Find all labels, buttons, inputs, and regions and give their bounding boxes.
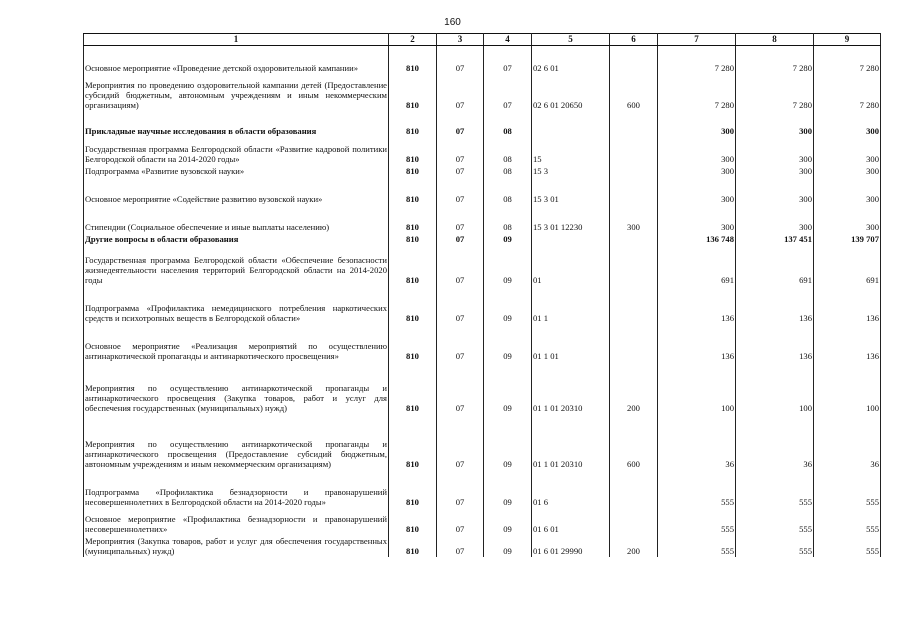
- cell-expense-type: [610, 245, 658, 286]
- cell-target-article: 15: [532, 137, 610, 165]
- cell-section: 07: [437, 46, 484, 74]
- row-name: Основное мероприятие «Реализация мероприятий по осуществлению антинаркотической пропаганды и антинаркотического просвещения»: [84, 324, 389, 362]
- cell-target-article: 01 6 01 29990: [532, 535, 610, 557]
- cell-expense-type: [610, 508, 658, 535]
- cell-amount-year3: 7 280: [814, 74, 881, 111]
- row-name: Мероприятия (Закупка товаров, работ и услуг для обеспечения государственных (муниципальных) нужд): [85, 536, 387, 557]
- cell-section: 07: [437, 362, 484, 414]
- cell-amount-year3: 300: [814, 177, 881, 205]
- table-row: [84, 245, 881, 286]
- cell-subsection: 07: [484, 74, 532, 111]
- cell-amount-year1: 7 280: [658, 74, 736, 111]
- cell-amount-year2: 136: [736, 286, 814, 324]
- row-name: Государственная программа Белгородской области «Развитие кадровой политики Белгородской области на 2014-2020 годы»: [84, 137, 389, 165]
- table-row: [84, 535, 881, 557]
- table-row: [84, 233, 881, 245]
- cell-amount-year3: 36: [814, 414, 881, 470]
- cell-amount-year3: 300: [814, 165, 881, 177]
- cell-amount-year2: 300: [736, 137, 814, 165]
- cell-amount-year3: 555: [814, 535, 881, 557]
- cell-amount-year2: 300: [736, 177, 814, 205]
- cell-amount-year1: 691: [658, 245, 736, 286]
- row-name: Прикладные научные исследования в области образования: [84, 111, 389, 137]
- cell-subsection: 09: [484, 233, 532, 245]
- cell-amount-year3: 136: [814, 286, 881, 324]
- cell-section: 07: [437, 245, 484, 286]
- row-name: Мероприятия по проведению оздоровительной кампании детей (Предоставление субсидий бюджетным, автономным учреждениям и иным некоммерческим организациям): [84, 74, 389, 111]
- cell-ministry-code: 810: [389, 324, 437, 362]
- row-name: Подпрограмма «Профилактика немедицинского потребления наркотических средств и психотропных веществ в Белгородской области»: [84, 286, 389, 324]
- cell-amount-year2: 555: [736, 470, 814, 508]
- cell-section: 07: [437, 165, 484, 177]
- cell-expense-type: [610, 470, 658, 508]
- cell-section: 07: [437, 233, 484, 245]
- cell-expense-type: [610, 286, 658, 324]
- cell-amount-year3: 136: [814, 324, 881, 362]
- col-header-5: 5: [532, 34, 610, 46]
- cell-amount-year1: 36: [658, 414, 736, 470]
- table-row: [84, 286, 881, 324]
- cell-amount-year1: 555: [658, 508, 736, 535]
- cell-ministry-code: 810: [389, 245, 437, 286]
- cell-target-article: 01 6: [532, 470, 610, 508]
- cell-expense-type: [610, 137, 658, 165]
- cell-target-article: 01 1 01 20310: [532, 362, 610, 414]
- cell-subsection: 09: [484, 362, 532, 414]
- cell-target-article: 01: [532, 245, 610, 286]
- cell-amount-year2: 7 280: [736, 46, 814, 74]
- cell-target-article: [532, 233, 610, 245]
- cell-target-article: 02 6 01: [532, 46, 610, 74]
- table-row: [84, 470, 881, 508]
- row-name: Мероприятия по осуществлению антинаркотической пропаганды и антинаркотического просвещения (Закупка товаров, работ и услуг для обеспечения государственных (муниципальных) нужд): [84, 362, 389, 414]
- row-name: Другие вопросы в области образования: [84, 233, 389, 245]
- cell-expense-type: [610, 324, 658, 362]
- row-name: Стипендии (Социальное обеспечение и иные выплаты населению): [84, 205, 389, 233]
- cell-section: 07: [437, 535, 484, 557]
- header-row: [84, 34, 881, 46]
- col-header-1: 1: [84, 34, 389, 46]
- cell-ministry-code: 810: [389, 508, 437, 535]
- cell-target-article: 02 6 01 20650: [532, 74, 610, 111]
- cell-subsection: 08: [484, 165, 532, 177]
- cell-expense-type: 600: [610, 74, 658, 111]
- col-header-3: 3: [437, 34, 484, 46]
- cell-expense-type: [610, 165, 658, 177]
- cell-amount-year2: 300: [736, 165, 814, 177]
- cell-amount-year2: 137 451: [736, 233, 814, 245]
- cell-amount-year2: 136: [736, 324, 814, 362]
- cell-subsection: 08: [484, 177, 532, 205]
- table-row: [84, 414, 881, 470]
- cell-subsection: 08: [484, 205, 532, 233]
- cell-amount-year1: 136 748: [658, 233, 736, 245]
- col-header-2: 2: [389, 34, 437, 46]
- cell-ministry-code: 810: [389, 535, 437, 557]
- cell-amount-year2: 36: [736, 414, 814, 470]
- cell-section: 07: [437, 470, 484, 508]
- cell-subsection: 09: [484, 470, 532, 508]
- cell-ministry-code: 810: [389, 233, 437, 245]
- cell-subsection: 09: [484, 324, 532, 362]
- table-row: [84, 205, 881, 233]
- cell-amount-year2: 300: [736, 205, 814, 233]
- col-header-4: 4: [484, 34, 532, 46]
- cell-amount-year2: 691: [736, 245, 814, 286]
- cell-section: 07: [437, 177, 484, 205]
- cell-amount-year3: 555: [814, 470, 881, 508]
- row-name: Подпрограмма «Развитие вузовской науки»: [84, 165, 389, 177]
- cell-target-article: 01 6 01: [532, 508, 610, 535]
- cell-target-article: 15 3 01: [532, 177, 610, 205]
- cell-ministry-code: 810: [389, 205, 437, 233]
- cell-amount-year3: 139 707: [814, 233, 881, 245]
- cell-target-article: 01 1 01 20310: [532, 414, 610, 470]
- row-name: Мероприятия по осуществлению антинаркотической пропаганды и антинаркотического просвещения (Предоставление субсидий бюджетным, автономным учреждениям и иным некоммерческим организациям): [84, 414, 389, 470]
- cell-amount-year1: 300: [658, 205, 736, 233]
- table-body: [84, 46, 881, 557]
- cell-section: 07: [437, 137, 484, 165]
- cell-ministry-code: 810: [389, 177, 437, 205]
- cell-amount-year3: 100: [814, 362, 881, 414]
- cell-section: 07: [437, 111, 484, 137]
- cell-ministry-code: 810: [389, 137, 437, 165]
- cell-expense-type: [610, 177, 658, 205]
- cell-amount-year1: 7 280: [658, 46, 736, 74]
- cell-amount-year1: 100: [658, 362, 736, 414]
- cell-target-article: 01 1 01: [532, 324, 610, 362]
- col-header-7: 7: [658, 34, 736, 46]
- cell-subsection: 08: [484, 111, 532, 137]
- cell-amount-year2: 300: [736, 111, 814, 137]
- cell-amount-year2: 555: [736, 535, 814, 557]
- cell-expense-type: [610, 46, 658, 74]
- cell-section: 07: [437, 286, 484, 324]
- cell-target-article: [532, 111, 610, 137]
- cell-ministry-code: 810: [389, 165, 437, 177]
- cell-expense-type: 200: [610, 535, 658, 557]
- cell-expense-type: [610, 111, 658, 137]
- cell-amount-year2: 7 280: [736, 74, 814, 111]
- cell-subsection: 07: [484, 46, 532, 74]
- cell-expense-type: 300: [610, 205, 658, 233]
- cell-amount-year3: 7 280: [814, 46, 881, 74]
- cell-subsection: 09: [484, 286, 532, 324]
- table-row: [84, 74, 881, 111]
- cell-amount-year2: 555: [736, 508, 814, 535]
- cell-amount-year3: 300: [814, 205, 881, 233]
- cell-section: 07: [437, 324, 484, 362]
- row-name: Основное мероприятие «Профилактика безнадзорности и правонарушений несовершеннолетних»: [84, 508, 389, 535]
- row-name: Подпрограмма «Профилактика безнадзорности и правонарушений несовершеннолетних в Белгородской области на 2014-2020 годы»: [84, 470, 389, 508]
- cell-target-article: 15 3 01 12230: [532, 205, 610, 233]
- cell-subsection: 09: [484, 414, 532, 470]
- row-name: Основное мероприятие «Проведение детской оздоровительной кампании»: [84, 46, 389, 74]
- row-name: Основное мероприятие «Содействие развитию вузовской науки»: [84, 177, 389, 205]
- cell-amount-year1: 555: [658, 470, 736, 508]
- table-row: [84, 508, 881, 535]
- cell-amount-year1: 300: [658, 137, 736, 165]
- table-row: [84, 177, 881, 205]
- cell-target-article: 15 3: [532, 165, 610, 177]
- cell-subsection: 08: [484, 137, 532, 165]
- cell-expense-type: 600: [610, 414, 658, 470]
- table-row: [84, 137, 881, 165]
- cell-amount-year1: 555: [658, 535, 736, 557]
- cell-target-article: 01 1: [532, 286, 610, 324]
- cell-amount-year1: 300: [658, 177, 736, 205]
- cell-section: 07: [437, 205, 484, 233]
- cell-amount-year2: 100: [736, 362, 814, 414]
- cell-amount-year1: 300: [658, 165, 736, 177]
- page-number: 160: [444, 17, 461, 28]
- table-row: [84, 111, 881, 137]
- cell-expense-type: 200: [610, 362, 658, 414]
- table-row: [84, 324, 881, 362]
- cell-subsection: 09: [484, 508, 532, 535]
- cell-ministry-code: 810: [389, 111, 437, 137]
- table-row: [84, 165, 881, 177]
- cell-amount-year3: 555: [814, 508, 881, 535]
- cell-amount-year3: 300: [814, 137, 881, 165]
- table-row: [84, 362, 881, 414]
- cell-amount-year1: 136: [658, 324, 736, 362]
- cell-ministry-code: 810: [389, 286, 437, 324]
- cell-subsection: 09: [484, 245, 532, 286]
- cell-ministry-code: 810: [389, 46, 437, 74]
- cell-section: 07: [437, 508, 484, 535]
- budget-table: [83, 33, 881, 557]
- cell-section: 07: [437, 74, 484, 111]
- cell-ministry-code: 810: [389, 414, 437, 470]
- cell-ministry-code: 810: [389, 74, 437, 111]
- cell-expense-type: [610, 233, 658, 245]
- cell-ministry-code: 810: [389, 470, 437, 508]
- cell-amount-year3: 300: [814, 111, 881, 137]
- cell-amount-year1: 136: [658, 286, 736, 324]
- col-header-9: 9: [814, 34, 881, 46]
- cell-section: 07: [437, 414, 484, 470]
- row-name: Государственная программа Белгородской области «Обеспечение безопасности жизнедеятельности населения территорий Белгородской области на 2014-2020 годы: [84, 245, 389, 286]
- table-row: [84, 46, 881, 74]
- col-header-8: 8: [736, 34, 814, 46]
- cell-ministry-code: 810: [389, 362, 437, 414]
- cell-amount-year3: 691: [814, 245, 881, 286]
- cell-subsection: 09: [484, 535, 532, 557]
- cell-amount-year1: 300: [658, 111, 736, 137]
- col-header-6: 6: [610, 34, 658, 46]
